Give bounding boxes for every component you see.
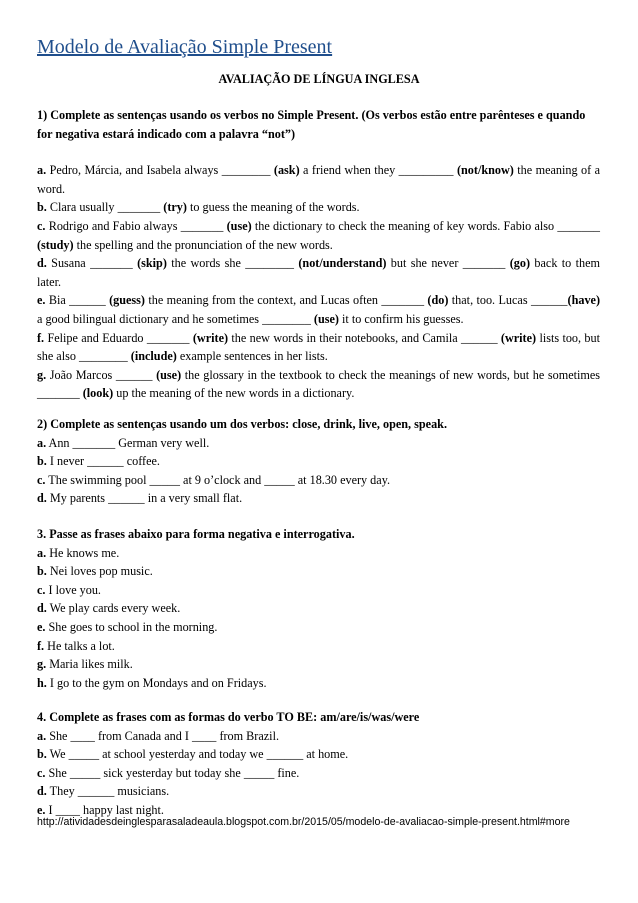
item-label: d. (37, 601, 47, 616)
item-text: it to confirm his guesses. (338, 311, 464, 326)
verb-hint: (not/know) (456, 163, 514, 178)
item-text: Bia ______ (45, 293, 110, 308)
item-label: b. (37, 564, 47, 579)
document-title: Modelo de Avaliação Simple Present (37, 36, 333, 58)
question-4-item (37, 764, 600, 783)
question-1-item (37, 217, 600, 254)
item-label: f. (37, 330, 45, 345)
item-label: e. (37, 293, 46, 308)
item-text: Rodrigo and Fabio always _______ (45, 218, 227, 233)
item-text: Clara usually _______ (46, 200, 164, 215)
question-3-item (37, 618, 600, 637)
question-3-heading: 3. Passe as frases abaixo para forma negativa e interrogativa. (37, 527, 355, 541)
item-text: the dictionary to check the meaning of key words. Fabio also _______ (251, 218, 601, 233)
item-label: b. (37, 200, 47, 215)
item-text: lists too, but she also ________ (37, 330, 600, 364)
item-label: c. (37, 582, 46, 597)
item-label: g. (37, 367, 47, 382)
item-label: d. (37, 784, 47, 799)
item-label: a. (37, 435, 47, 450)
verb-hint: (go) (509, 256, 531, 271)
item-text: the meaning of a word. (37, 163, 600, 196)
item-label: a. (37, 545, 47, 560)
verb-hint: (ask) (273, 163, 300, 178)
question-1-item (37, 161, 600, 198)
item-text: I go to the gym on Mondays and on Fridays. (46, 675, 267, 690)
item-text: Felipe and Eduardo _______ (44, 330, 193, 345)
item-text: She _____ sick yesterday but today she _____ fine. (45, 765, 300, 780)
question-4-item (37, 782, 600, 801)
question-3-item (37, 599, 600, 618)
question-4-item (37, 727, 600, 746)
question-3-item (37, 581, 600, 600)
item-text: Susana _______ (46, 256, 138, 271)
question-1-item (37, 254, 600, 291)
item-text: They ______ musicians. (46, 784, 170, 799)
item-text: back to them later. (37, 256, 600, 289)
item-text: example sentences in her lists. (176, 349, 328, 364)
verb-hint: (use) (156, 367, 182, 382)
item-text: He talks a lot. (44, 638, 115, 653)
item-text: I ____ happy last night. (45, 802, 164, 817)
item-text: The swimming pool _____ at 9 o’clock and _____ at 18.30 every day. (45, 472, 391, 487)
verb-hint: (not/understand) (298, 256, 387, 271)
verb-hint: (use) (226, 218, 252, 233)
item-text: the words she ________ (166, 256, 299, 271)
verb-hint: (look) (82, 386, 114, 401)
question-3-items (37, 544, 600, 693)
item-text: up the meaning of the new words in a dictionary. (113, 386, 355, 401)
source-url-link[interactable]: http://atividadesdeinglesparasaladeaula.blogspot.com.br/2015/05/modelo-de-avaliacao-simple-present.html#more (37, 816, 570, 828)
item-text: the new words in their notebooks, and Camila ______ (228, 330, 501, 345)
item-label: h. (37, 675, 47, 690)
verb-hint: (try) (163, 200, 187, 215)
item-text: Ann _______ German very well. (46, 435, 210, 450)
item-label: b. (37, 747, 47, 762)
document-subtitle: AVALIAÇÃO DE LÍNGUA INGLESA (218, 72, 420, 86)
item-text: I love you. (45, 582, 101, 597)
item-text: Nei loves pop music. (46, 564, 153, 579)
item-text: Maria likes milk. (46, 657, 133, 672)
verb-hint: (do) (427, 293, 449, 308)
question-1-item (37, 291, 600, 328)
question-2-items (37, 434, 600, 508)
question-1-item (37, 329, 600, 366)
item-label: a. (37, 163, 47, 178)
question-3-item (37, 655, 600, 674)
question-4 (37, 708, 600, 820)
item-label: g. (37, 657, 47, 672)
item-text: the glossary in the textbook to check the meanings of new words, but he sometimes _______ (37, 367, 601, 401)
verb-hint: (skip) (137, 256, 167, 271)
question-1-item (37, 366, 600, 403)
question-3 (37, 525, 600, 692)
footer-link[interactable] (37, 814, 600, 831)
item-label: e. (37, 619, 46, 634)
item-text: We _____ at school yesterday and today we ______ at home. (46, 747, 349, 762)
question-2-heading: 2) Complete as sentenças usando um dos verbos: close, drink, live, open, speak. (37, 417, 448, 431)
item-text: the meaning from the context, and Lucas often _______ (144, 293, 428, 308)
question-2-item (37, 471, 600, 490)
item-label: c. (37, 765, 46, 780)
verb-hint: (have) (567, 293, 601, 308)
question-1-item (37, 198, 600, 217)
question-1-heading: 1) Complete as sentenças usando os verbos no Simple Present. (Os verbos estão entre parênteses e quando for negativa estará indicado com a palavra “not”) (37, 108, 586, 141)
item-text: that, too. Lucas ______ (448, 293, 568, 308)
item-text: My parents ______ in a very small flat. (46, 491, 243, 506)
item-text: the spelling and the pronunciation of the new words. (73, 237, 333, 252)
verb-hint: (write) (500, 330, 537, 345)
item-label: c. (37, 218, 46, 233)
question-3-item (37, 562, 600, 581)
verb-hint: (guess) (109, 293, 145, 308)
verb-hint: (use) (313, 311, 339, 326)
item-text: Pedro, Márcia, and Isabela always ________ (46, 163, 274, 178)
verb-hint: (study) (37, 237, 74, 252)
question-2-item (37, 452, 600, 471)
item-text: We play cards every week. (46, 601, 181, 616)
item-text: João Marcos ______ (46, 367, 157, 382)
verb-hint: (write) (192, 330, 229, 345)
item-text: to guess the meaning of the words. (186, 200, 360, 215)
question-3-item (37, 637, 600, 656)
question-2-item (37, 489, 600, 508)
item-text: a friend when they _________ (299, 163, 457, 178)
item-label: e. (37, 802, 46, 817)
question-1 (37, 106, 600, 403)
question-2 (37, 415, 600, 508)
item-text: I never ______ coffee. (46, 454, 160, 469)
item-text: a good bilingual dictionary and he sometimes ________ (37, 311, 314, 326)
item-label: b. (37, 454, 47, 469)
question-3-item (37, 674, 600, 693)
item-label: f. (37, 638, 45, 653)
question-1-items (37, 161, 600, 403)
item-text: She goes to school in the morning. (45, 619, 218, 634)
item-text: but she never _______ (386, 256, 510, 271)
item-label: d. (37, 491, 47, 506)
question-4-heading: 4. Complete as frases com as formas do verbo TO BE: am/are/is/was/were (37, 710, 420, 724)
item-label: a. (37, 728, 47, 743)
item-label: d. (37, 256, 47, 271)
item-text: He knows me. (46, 545, 120, 560)
question-4-item (37, 745, 600, 764)
verb-hint: (include) (130, 349, 177, 364)
question-2-item (37, 434, 600, 453)
question-3-item (37, 544, 600, 563)
item-text: She ____ from Canada and I ____ from Brazil. (46, 728, 280, 743)
question-4-items (37, 727, 600, 820)
item-label: c. (37, 472, 46, 487)
